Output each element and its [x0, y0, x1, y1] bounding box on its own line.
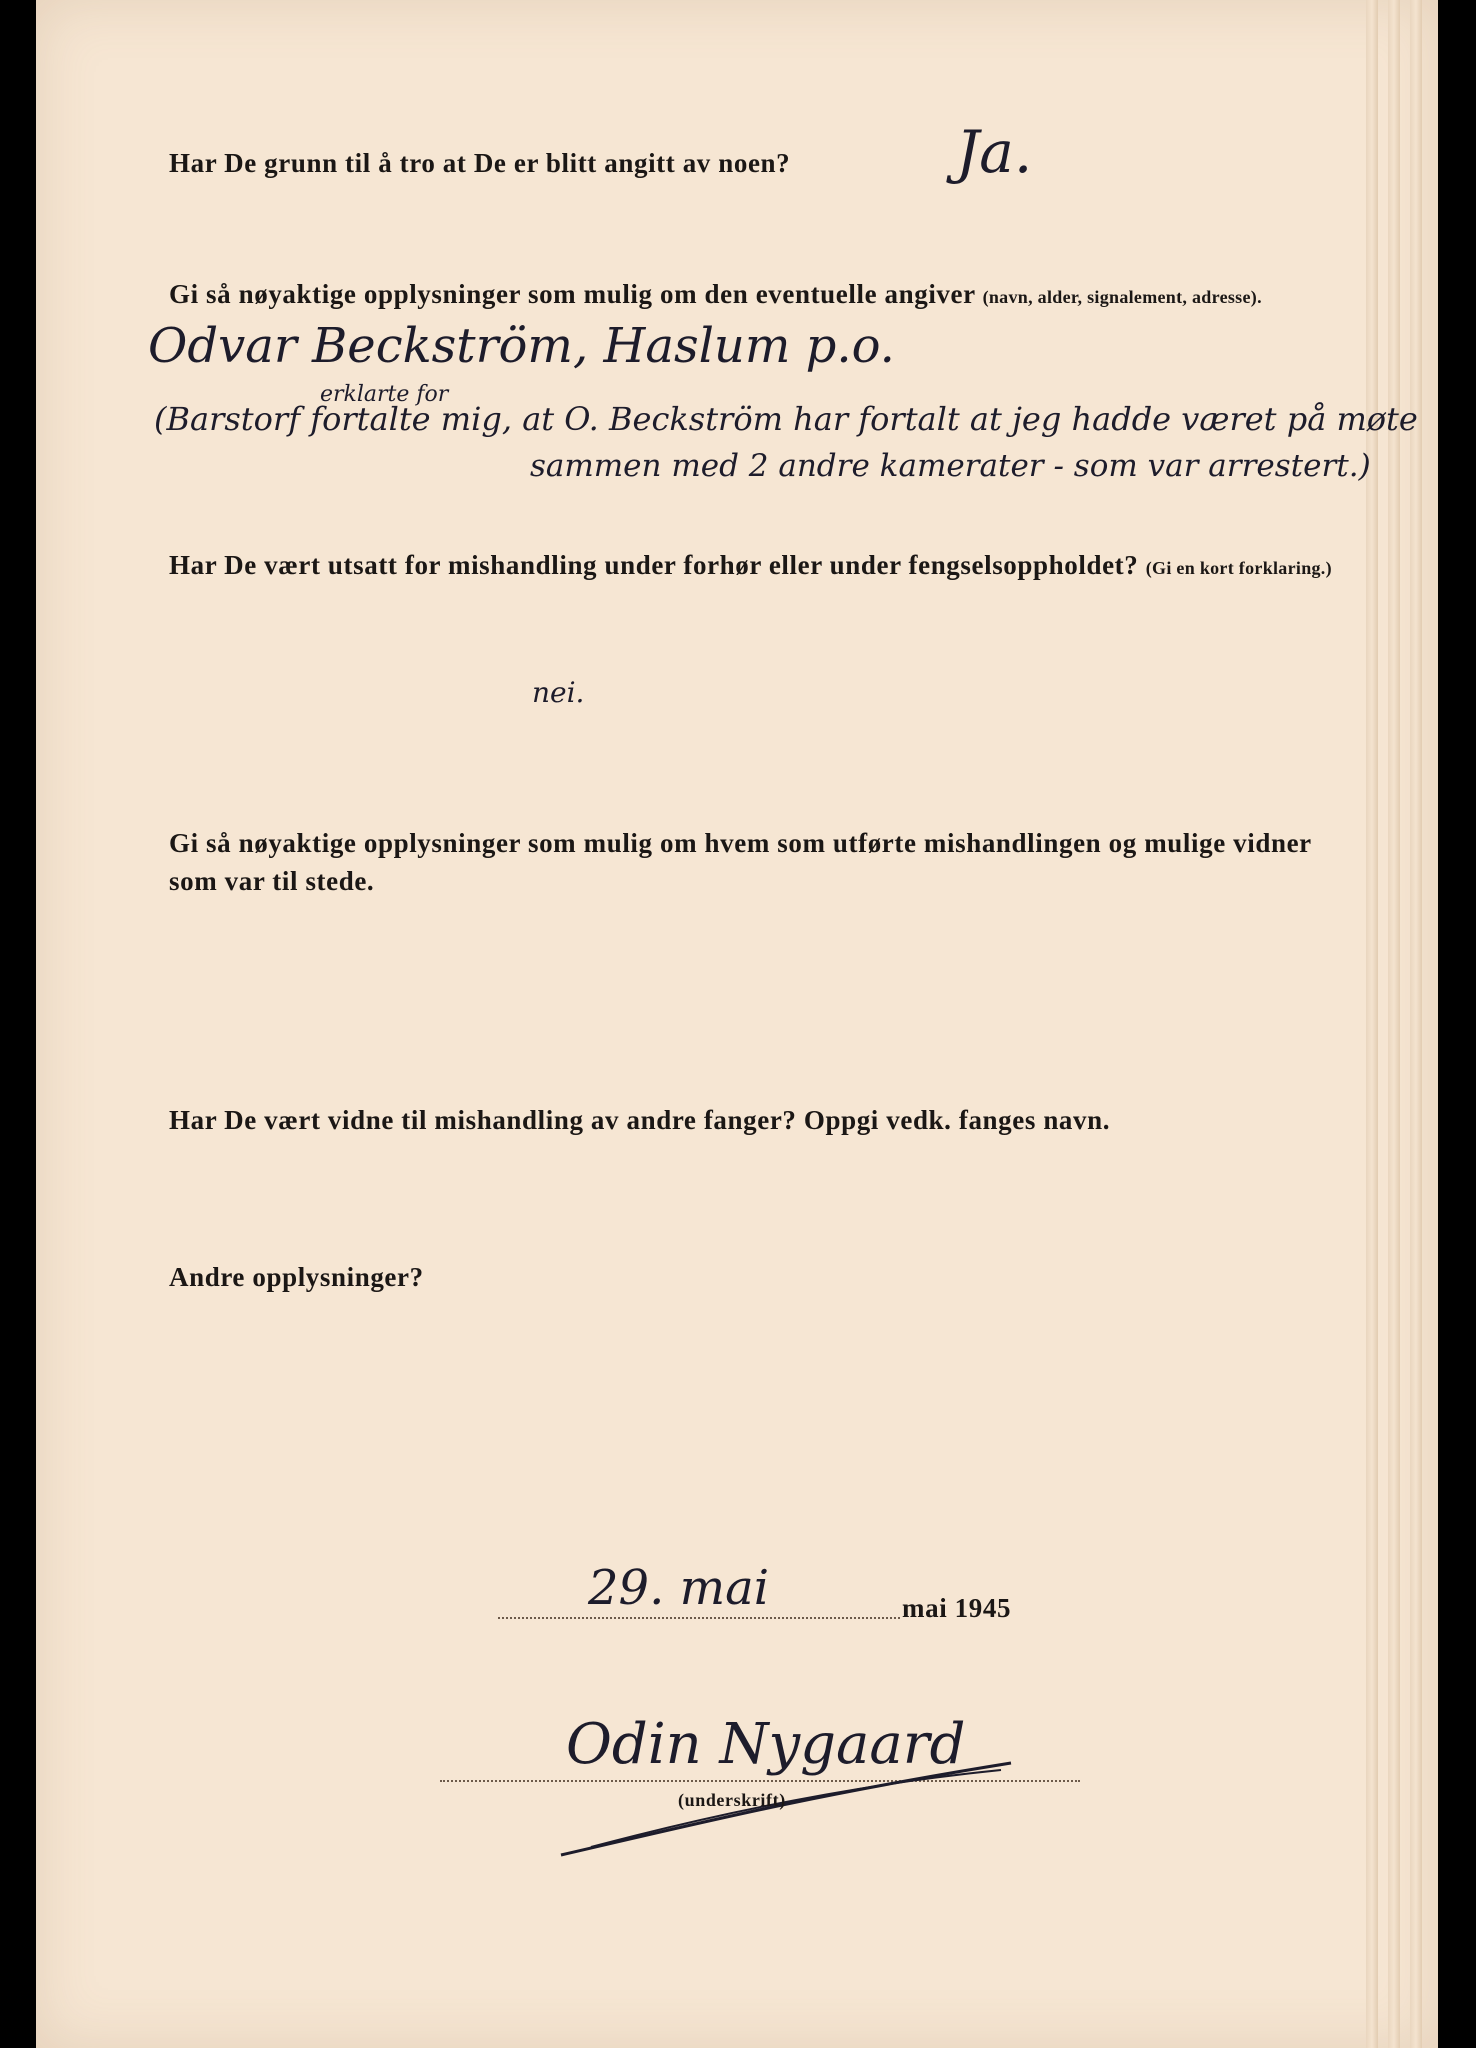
- signature: Odin Nygaard: [566, 1712, 966, 1777]
- date-year: mai 1945: [902, 1593, 1012, 1623]
- question-witness: Har De vært vidne til mishandling av andre fanger? Oppgi vedk. fanges navn.: [169, 1105, 1111, 1135]
- answer-informer-detail: (Barstorf fortalte mig, at O. Beckström har fortalt at jeg hadde været på møte: [154, 400, 1418, 438]
- answer-informer-insertion: erklarte for: [320, 382, 449, 407]
- date-line: [498, 1617, 900, 1619]
- page-edge: [1410, 0, 1422, 2048]
- signature-flourish: [551, 1755, 1021, 1865]
- question-informer-text: Gi så nøyaktige opplysninger som mulig om den eventuelle angiver: [169, 279, 976, 309]
- answer-informer-name: Odvar Beckström, Haslum p.o.: [148, 318, 895, 374]
- question-informer-note: (navn, alder, signalement, adresse).: [982, 287, 1262, 307]
- question-perpetrators: Gi så nøyaktige opplysninger som mulig om hvem som utførte mishandlingen og mulige vidner: [169, 828, 1312, 858]
- page-edge: [1366, 0, 1378, 2048]
- form-sheet: [36, 0, 1438, 2048]
- signature-caption: (underskrift): [678, 1790, 786, 1810]
- answer-denounced: Ja.: [956, 118, 1033, 186]
- date-handwritten: 29. mai: [588, 1560, 770, 1616]
- question-perpetrators-cont: som var til stede.: [169, 866, 375, 896]
- question-other-info: Andre opplysninger?: [169, 1262, 424, 1292]
- question-mistreatment-note: (Gi en kort forklaring.): [1145, 558, 1332, 578]
- page-edge: [1388, 0, 1400, 2048]
- answer-mistreatment: nei.: [532, 676, 585, 709]
- question-denounced: Har De grunn til å tro at De er blitt angitt av noen?: [169, 148, 791, 178]
- question-informer: [169, 279, 1262, 310]
- question-mistreatment: [169, 550, 1332, 581]
- question-mistreatment-text: Har De vært utsatt for mishandling under forhør eller under fengselsoppholdet?: [169, 550, 1139, 580]
- answer-informer-detail-cont: sammen med 2 andre kamerater - som var arrestert.): [530, 448, 1371, 484]
